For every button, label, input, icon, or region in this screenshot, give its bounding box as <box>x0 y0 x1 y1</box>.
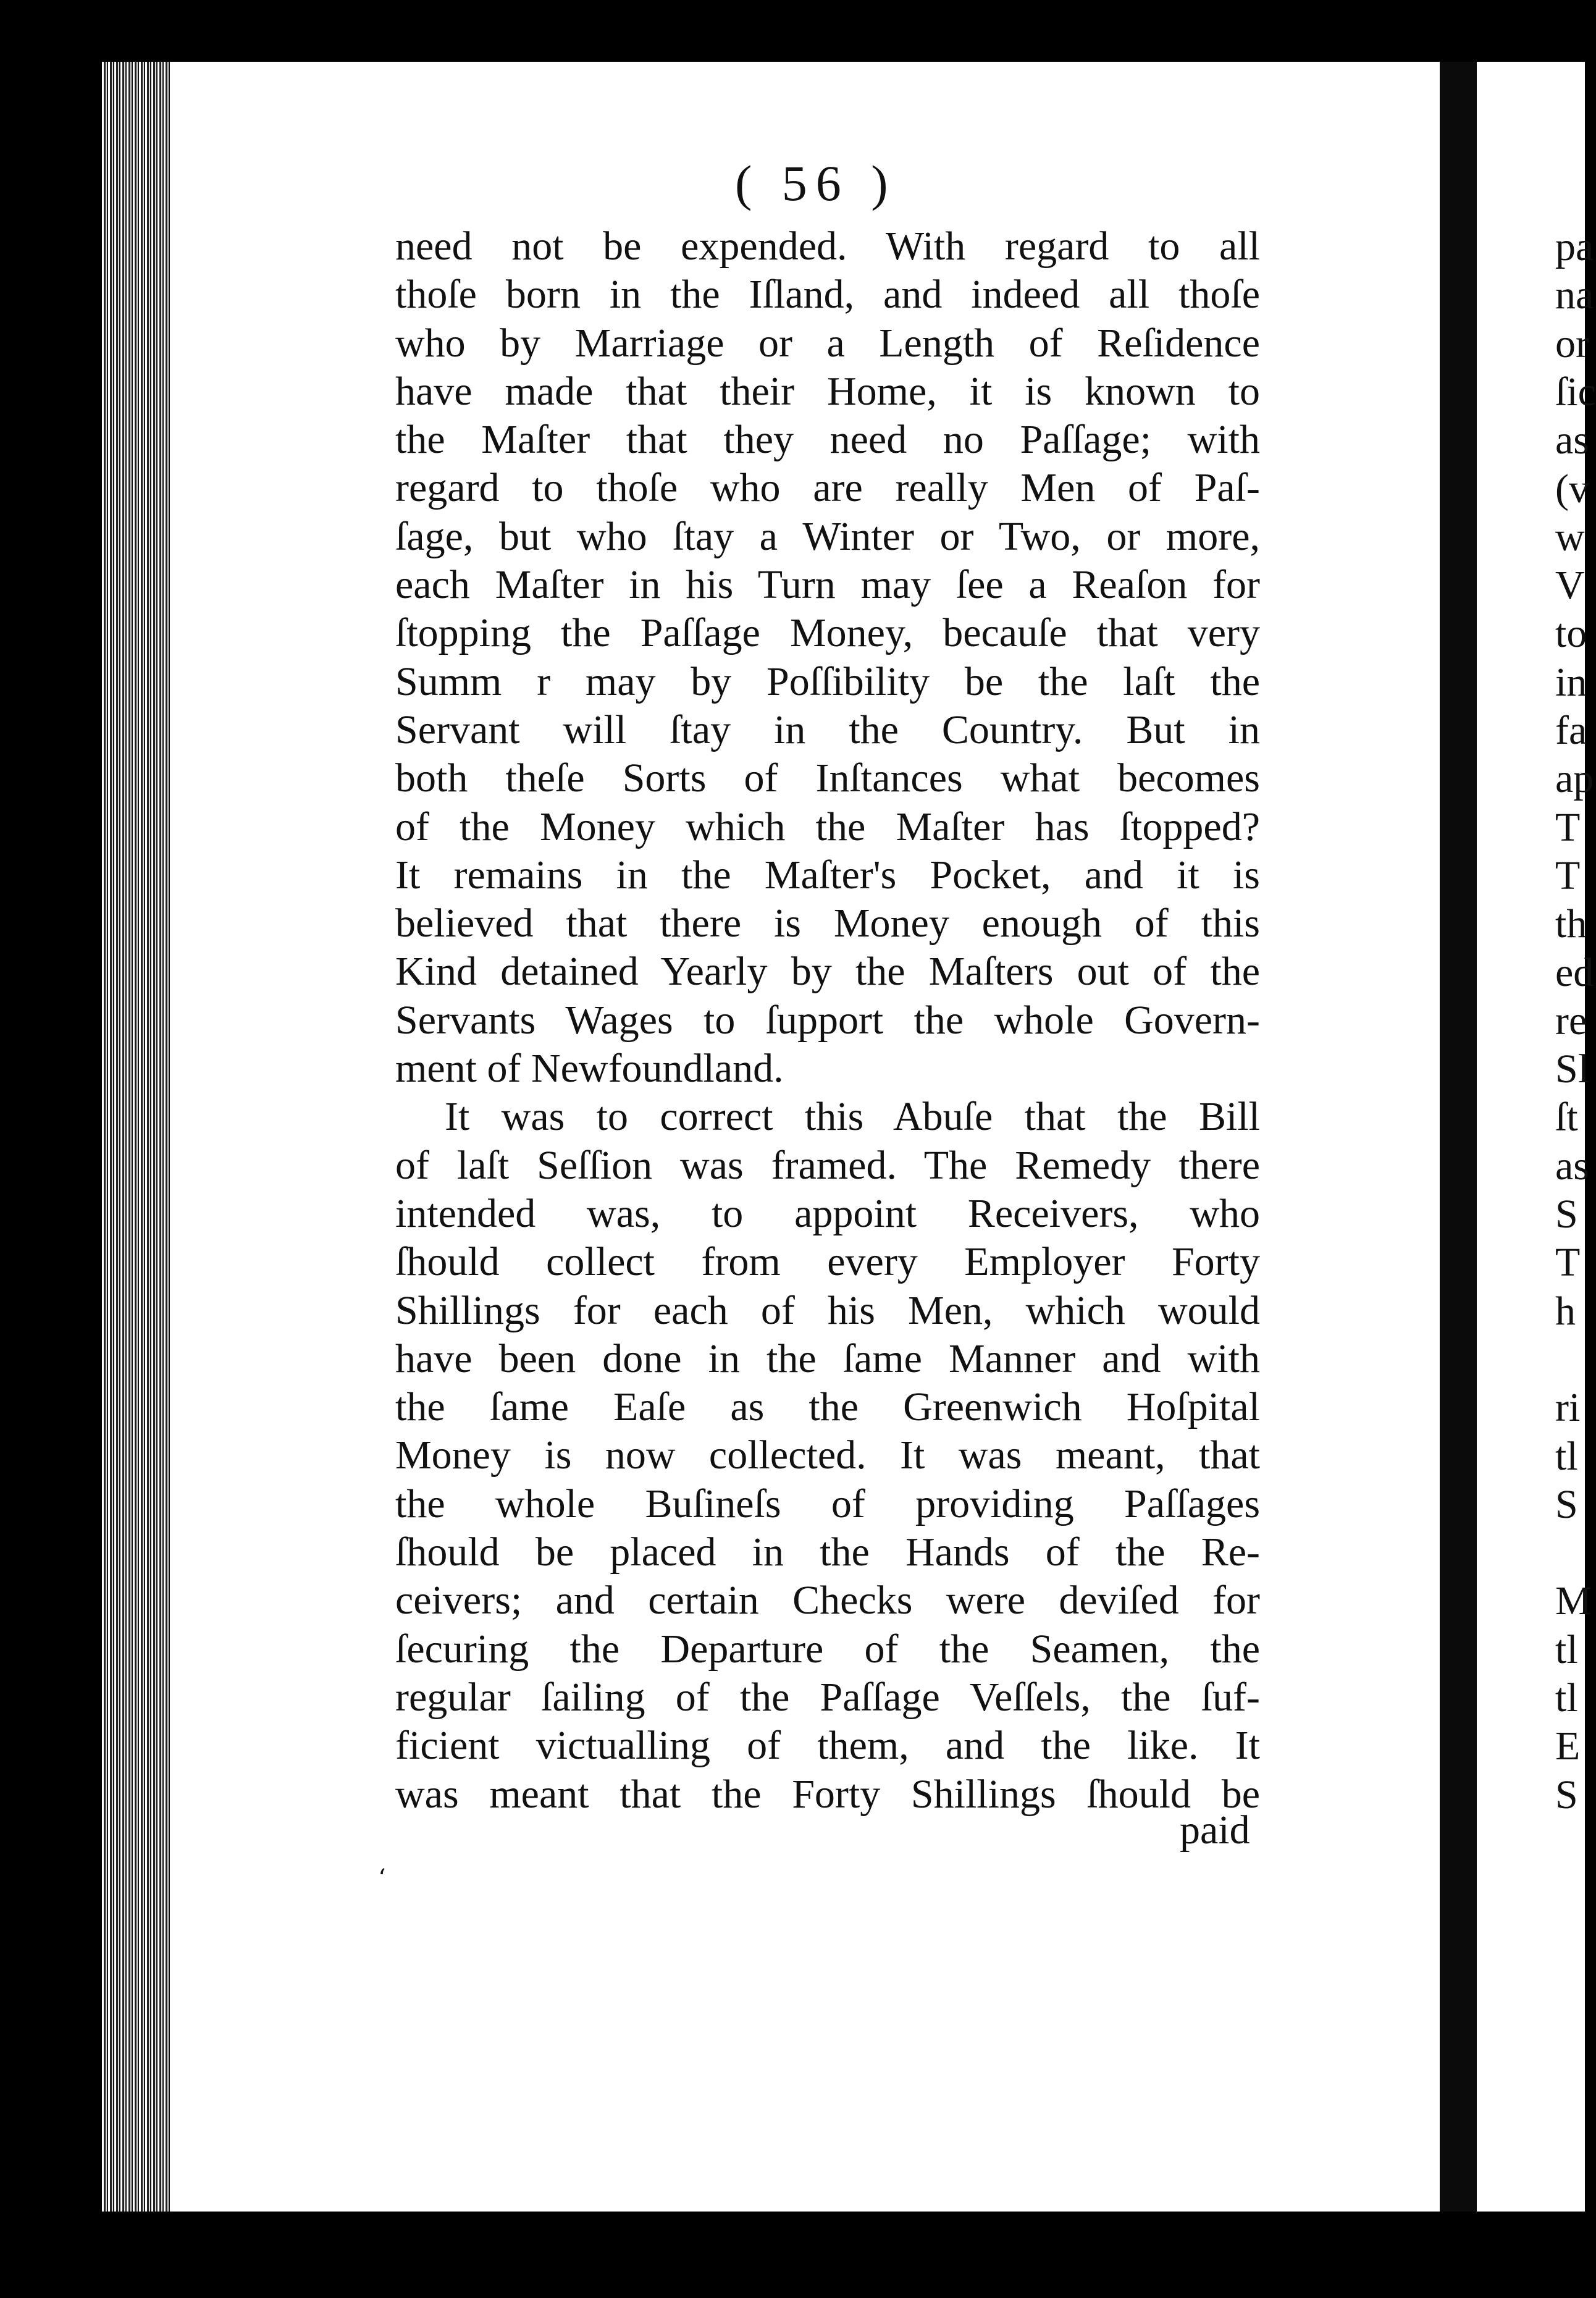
facing-page-fragment: h <box>1555 1288 1576 1334</box>
facing-page-fragment: ap <box>1555 756 1594 802</box>
text-line: need not be expended. With regard to all <box>395 224 1260 269</box>
text-line: have been done in the ſame Manner and with <box>395 1336 1260 1381</box>
text-line: ſtopping the Paſſage Money, becauſe that very <box>395 610 1260 656</box>
text-line: Money is now collected. It was meant, that <box>395 1433 1260 1478</box>
text-line: ſecuring the Departure of the Seamen, the <box>395 1626 1260 1672</box>
facing-page-fragment: re <box>1555 998 1587 1043</box>
text-line: regard to thoſe who are really Men of Paſ- <box>395 465 1260 511</box>
facing-page-fragment: T <box>1555 804 1581 850</box>
text-line: of laſt Seſſion was framed. The Remedy there <box>395 1142 1260 1188</box>
facing-page-fragment: ſic <box>1555 369 1596 415</box>
text-line: the ſame Eaſe as the Greenwich Hoſpital <box>395 1384 1260 1430</box>
facing-page-fragment: tl <box>1555 1433 1578 1479</box>
book-gutter <box>1440 62 1477 2212</box>
text-line: It remains in the Maſter's Pocket, and it is <box>395 852 1260 898</box>
text-line: regular ſailing of the Paſſage Veſſels, the ſuf- <box>395 1674 1260 1720</box>
facing-page-fragment: th <box>1555 901 1587 947</box>
text-line: who by Marriage or a Length of Reſidence <box>395 320 1260 366</box>
facing-page-fragment: ed <box>1555 949 1594 995</box>
facing-page-fragment: in <box>1555 659 1587 705</box>
text-line: ſhould collect from every Employer Forty <box>395 1239 1260 1285</box>
text-line: ment of Newfoundland. <box>395 1046 784 1092</box>
facing-page-fragment: S <box>1555 1772 1578 1817</box>
text-line: ſage, but who ſtay a Winter or Two, or more, <box>395 513 1260 559</box>
text-line: intended was, to appoint Receivers, who <box>395 1190 1260 1236</box>
facing-page-fragment: ri <box>1555 1385 1581 1431</box>
facing-page-fragment: pa <box>1555 224 1594 269</box>
text-line: both theſe Sorts of Inſtances what becomes <box>395 755 1260 801</box>
text-line: was meant that the Forty Shillings ſhould be <box>395 1771 1260 1817</box>
facing-page-fragment: to <box>1555 611 1587 657</box>
facing-page-fragment: tl <box>1555 1675 1578 1720</box>
text-line: each Maſter in his Turn may ſee a Reaſon for <box>395 562 1260 608</box>
page-edge-stack <box>102 62 170 2212</box>
text-line: Kind detained Yearly by the Maſters out of the <box>395 949 1260 995</box>
facing-page-fragment: or <box>1555 321 1589 366</box>
facing-page-fragment: (v <box>1555 466 1589 511</box>
text-line: have made that their Home, it is known to <box>395 368 1260 414</box>
text-line: thoſe born in the Iſland, and indeed all thoſe <box>395 272 1260 318</box>
text-line: Summ r may by Poſſibility be the laſt the <box>395 659 1260 704</box>
text-line: believed that there is Money enough of this <box>395 901 1260 946</box>
facing-page-fragment: S <box>1555 1481 1578 1527</box>
facing-page-fragment: na <box>1555 272 1594 318</box>
facing-page-fragment: fa <box>1555 708 1587 753</box>
facing-page-fragment: T <box>1555 852 1581 898</box>
text-line: ceivers; and certain Checks were deviſed for <box>395 1578 1260 1623</box>
page-number: ( 56 ) <box>735 155 897 211</box>
facing-page-fragment: ſt <box>1555 1095 1578 1140</box>
facing-page-fragment: w <box>1555 514 1585 560</box>
facing-page-fragment: V <box>1555 563 1585 608</box>
text-line: ſhould be placed in the Hands of the Re- <box>395 1530 1260 1575</box>
facing-page-fragment: T <box>1555 1240 1581 1286</box>
text-line: It was to correct this Abuſe that the Bill <box>445 1094 1260 1140</box>
facing-page-fragment: M <box>1555 1578 1592 1624</box>
facing-page-fragment: tl <box>1555 1627 1578 1672</box>
facing-page-fragment: E <box>1555 1724 1581 1769</box>
text-line: ficient victualling of them, and the like. It <box>395 1723 1260 1769</box>
facing-page-fragment: as <box>1555 1143 1589 1189</box>
facing-page-fragment: as <box>1555 418 1589 463</box>
facing-page-fragment: S <box>1555 1192 1578 1237</box>
text-line: Servant will ſtay in the Country. But in <box>395 707 1260 752</box>
ink-speck: ʻ <box>378 1864 386 1893</box>
facing-page-fragment: Sl <box>1555 1046 1590 1092</box>
catchword: paid <box>1180 1808 1250 1853</box>
text-line: Shillings for each of his Men, which would <box>395 1287 1260 1333</box>
text-line: Servants Wages to ſupport the whole Govern- <box>395 997 1260 1043</box>
body-text <box>395 222 1260 1819</box>
text-line: of the Money which the Maſter has ſtopped? <box>395 804 1260 849</box>
text-line: the Maſter that they need no Paſſage; with <box>395 417 1260 463</box>
text-line: the whole Buſineſs of providing Paſſages <box>395 1481 1260 1526</box>
